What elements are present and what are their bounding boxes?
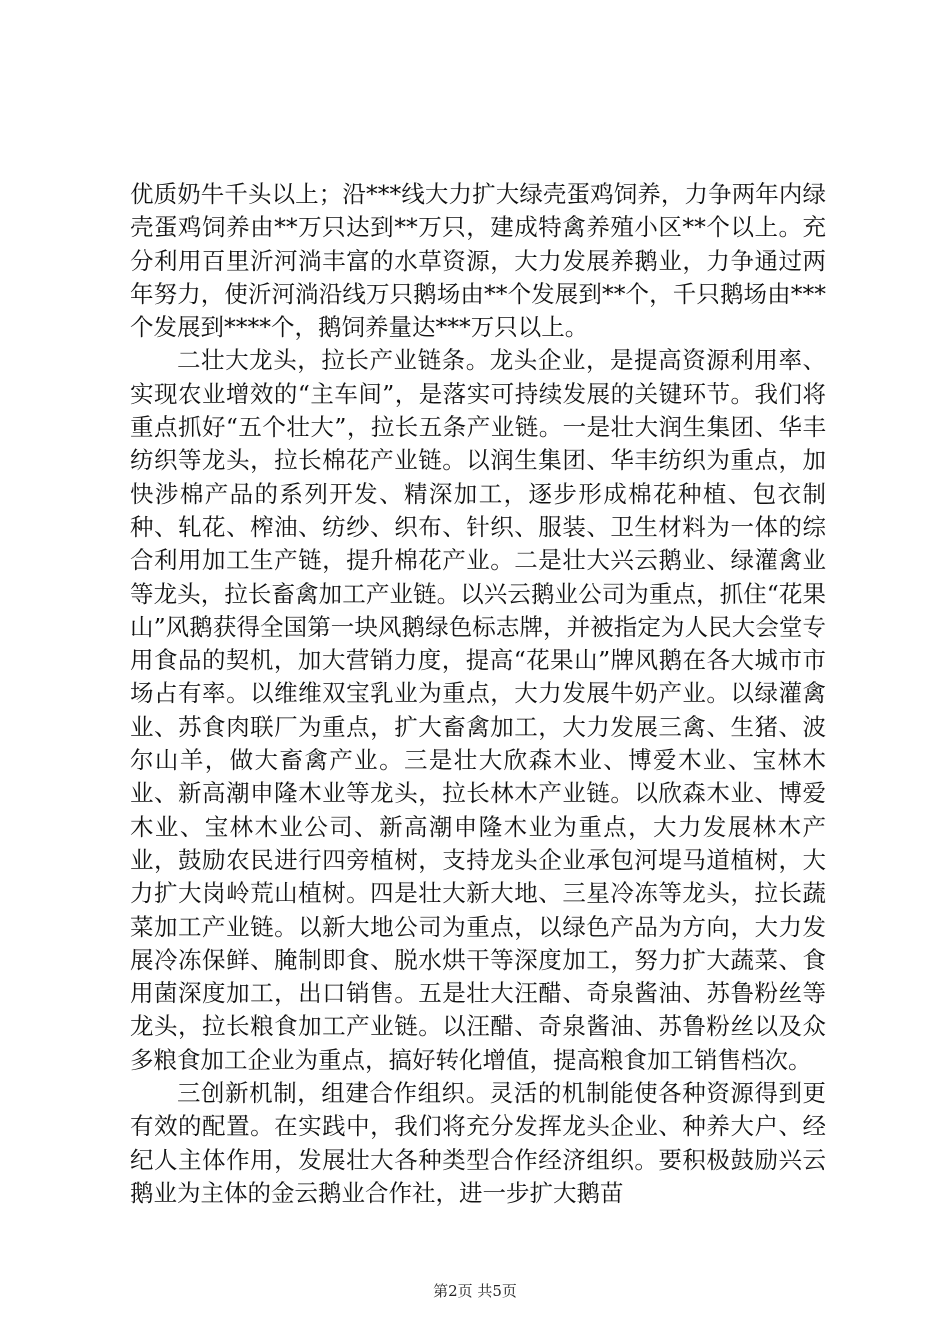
paragraph-2: 二壮大龙头，拉长产业链条。龙头企业，是提高资源利用率、实现农业增效的“主车间”，是落实可持续发展的关键环节。我们将重点抓好“五个壮大”，拉长五条产业链。一是壮大润生集团、华丰纺织等龙头，拉长棉花产业链。以润生集团、华丰纺织为重点，加快涉棉产品的系列开发、精深加工，逐步形成棉花种植、包衣制种、轧花、榨油、纺纱、织布、针织、服装、卫生材料为一体的综合利用加工生产链，提升棉花产业。二是壮大兴云鹅业、绿灌禽业等龙头，拉长畜禽加工产业链。以兴云鹅业公司为重点，抓住“花果山”风鹅获得全国第一块风鹅绿色标志牌，并被指定为人民大会堂专用食品的契机，加大营销力度，提高“花果山”牌风鹅在各大城市市场占有率。以维维双宝乳业为重点，大力发展牛奶产业。以绿灌禽业、苏食肉联厂为重点，扩大畜禽加工，大力发展三禽、生猪、波尔山羊，做大畜禽产业。三是壮大欣森木业、博爱木业、宝林木业、新高潮申隆木业等龙头，拉长林木产业链。以欣森木业、博爱木业、宝林木业公司、新高潮申隆木业为重点，大力发展林木产业，鼓励农民进行四旁植树，支持龙头企业承包河堤马道植树，大力扩大岗岭荒山植树。四是壮大新大地、三星冷冻等龙头，拉长蔬菜加工产业链。以新大地公司为重点，以绿色产品为方向，大力发展冷冻保鲜、腌制即食、脱水烘干等深度加工，努力扩大蔬菜、食用菌深度加工，出口销售。五是壮大汪醋、奇泉酱油、苏鲁粉丝等龙头，拉长粮食加工产业链。以汪醋、奇泉酱油、苏鲁粉丝以及众多粮食加工企业为重点，搞好转化增值，提高粮食加工销售档次。 [130, 346, 826, 1074]
paragraph-1: 优质奶牛千头以上；沿***线大力扩大绿壳蛋鸡饲养，力争两年内绿壳蛋鸡饲养由**万只达到**万只，建成特禽养殖小区**个以上。充分利用百里沂河淌丰富的水草资源，大力发展养鹅业，力争通过两年努力，使沂河淌沿线万只鹅场由**个发展到**个，千只鹅场由***个发展到****个，鹅饲养量达***万只以上。 [130, 180, 826, 342]
page-footer: 第2页 共5页 [433, 1282, 517, 1300]
paragraph-3: 三创新机制，组建合作组织。灵活的机制能使各种资源得到更有效的配置。在实践中，我们将充分发挥龙头企业、种养大户、经纪人主体作用，发展壮大各种类型合作经济组织。要积极鼓励兴云鹅业为主体的金云鹅业合作社，进一步扩大鹅苗 [130, 1079, 826, 1207]
document-body [130, 178, 826, 1210]
